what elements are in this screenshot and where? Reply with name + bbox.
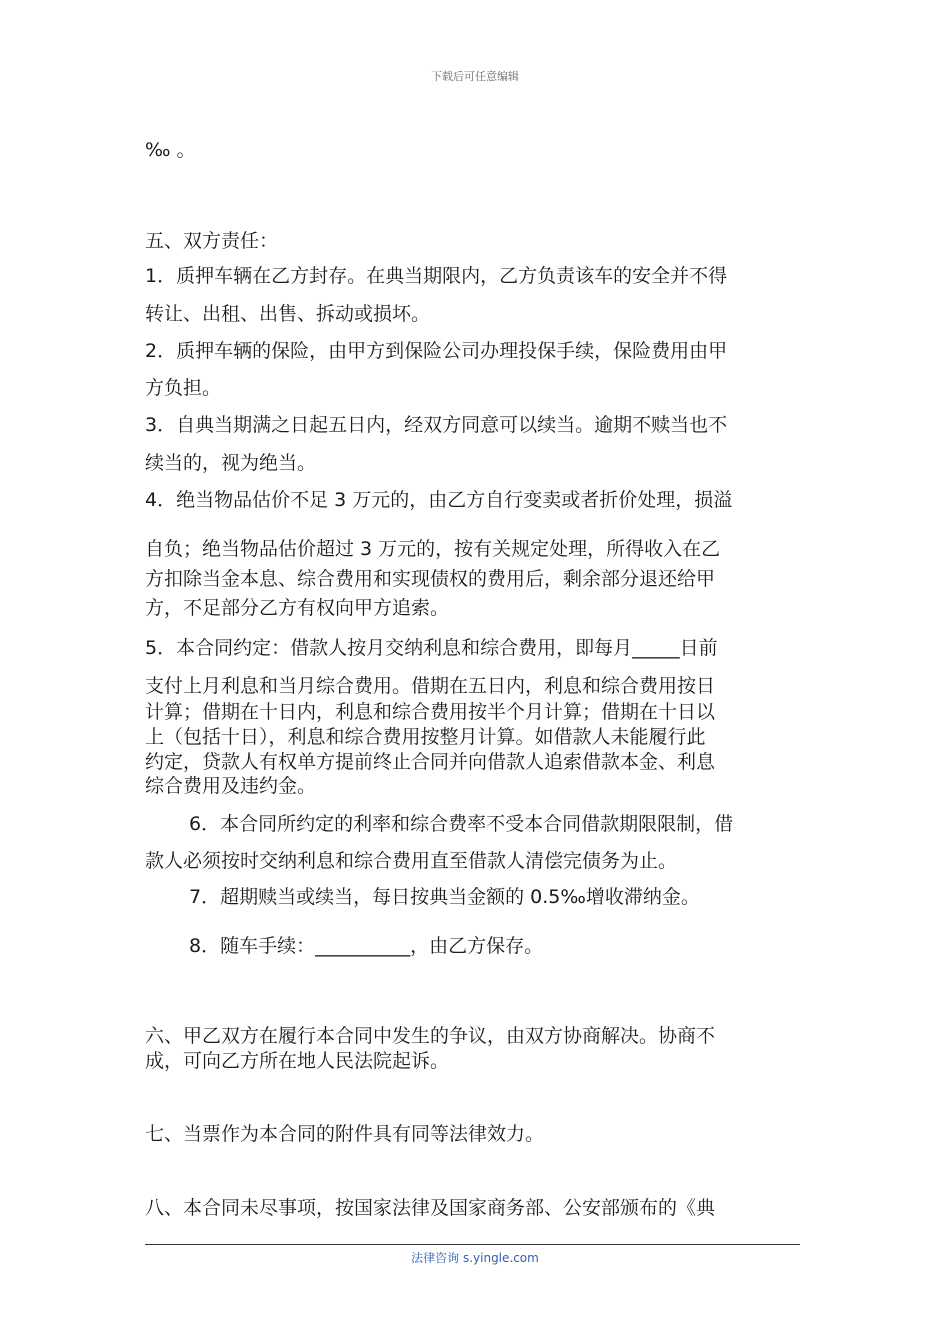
text-line: 款人必须按时交纳利息和综合费用直至借款人清偿完债务为止。: [145, 850, 678, 872]
text-line: 计算；借期在十日内，利息和综合费用按半个月计算；借期在十日以: [145, 701, 716, 723]
footer-link[interactable]: 法律咨询 s.yingle.com: [411, 1251, 539, 1265]
text-line: 方扣除当金本息、综合费用和实现债权的费用后，剩余部分退还给甲: [145, 568, 716, 590]
section-heading: 五、双方责任：: [145, 230, 279, 252]
text-line: 方，不足部分乙方有权向甲方追索。: [145, 597, 450, 619]
text-line: 6．本合同所约定的利率和综合费率不受本合同借款期限限制，借: [189, 813, 734, 835]
text-line: 方负担。: [145, 377, 222, 399]
text-line: 成，可向乙方所在地人民法院起诉。: [145, 1050, 450, 1072]
section-heading: 七、当票作为本合同的附件具有同等法律效力。: [145, 1123, 545, 1145]
text-line: ‰ 。: [145, 139, 196, 161]
text-line: 上（包括十日），利息和综合费用按整月计算。如借款人未能履行此: [145, 726, 706, 748]
text-line: 转让、出租、出售、拆动或损坏。: [145, 303, 431, 325]
section-heading: 八、本合同未尽事项，按国家法律及国家商务部、公安部颁布的《典: [145, 1197, 716, 1219]
text-line: 8．随车手续：__________，由乙方保存。: [189, 935, 544, 957]
section-heading: 六、甲乙双方在履行本合同中发生的争议，由双方协商解决。协商不: [145, 1025, 716, 1047]
text-line: 1．质押车辆在乙方封存。在典当期限内，乙方负责该车的安全并不得: [145, 265, 728, 287]
text-line: 自负；绝当物品估价超过 3 万元的，按有关规定处理，所得收入在乙: [145, 538, 721, 560]
text-line: 支付上月利息和当月综合费用。借期在五日内，利息和综合费用按日: [145, 675, 716, 697]
text-line: 7．超期赎当或续当，每日按典当金额的 0.5‰增收滞纳金。: [189, 886, 700, 908]
text-line: 2．质押车辆的保险，由甲方到保险公司办理投保手续，保险费用由甲: [145, 340, 728, 362]
text-line: 约定，贷款人有权单方提前终止合同并向借款人追索借款本金、利息: [145, 751, 716, 773]
footer-divider: [145, 1244, 800, 1245]
page-header: 下载后可任意编辑: [431, 70, 519, 83]
text-line: 续当的，视为绝当。: [145, 452, 317, 474]
text-line: 综合费用及违约金。: [145, 775, 317, 797]
text-line: 4．绝当物品估价不足 3 万元的，由乙方自行变卖或者折价处理，损溢: [145, 489, 733, 511]
text-line: 5．本合同约定：借款人按月交纳利息和综合费用，即每月_____日前: [145, 637, 718, 659]
text-line: 3．自典当期满之日起五日内，经双方同意可以续当。逾期不赎当也不: [145, 414, 728, 436]
